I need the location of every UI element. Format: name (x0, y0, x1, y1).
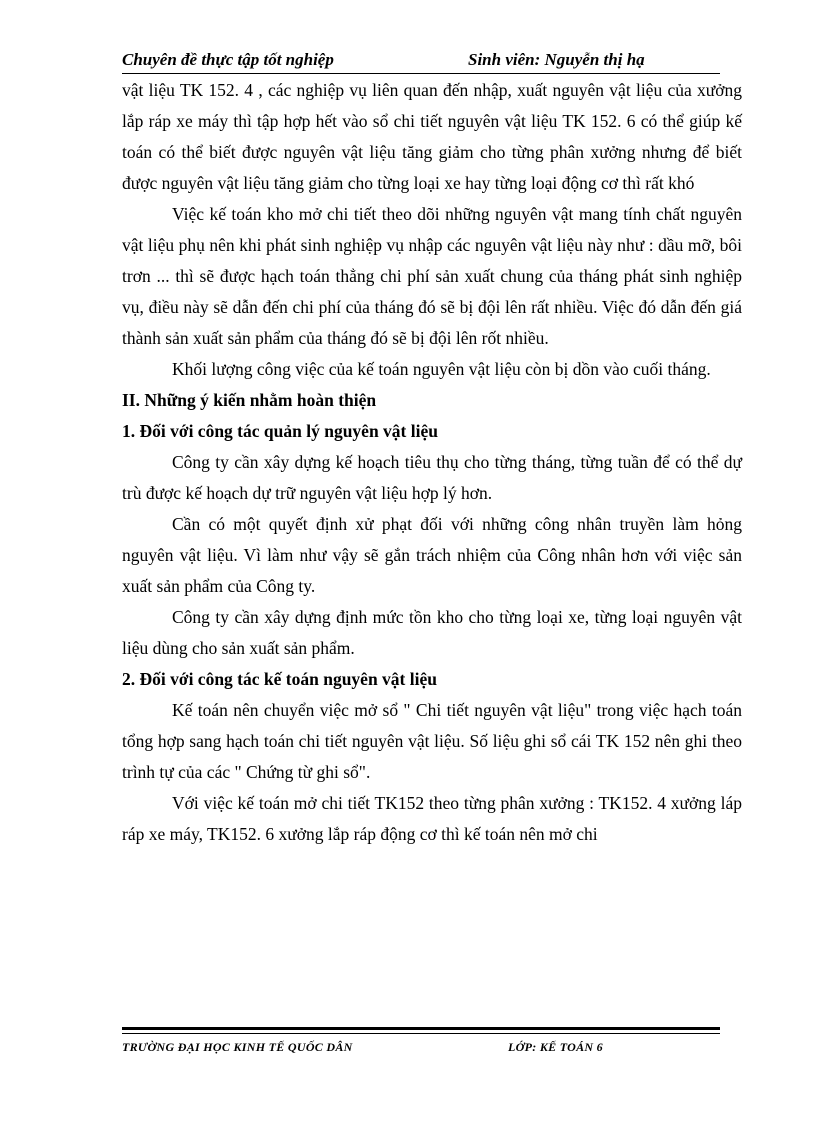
paragraph-4: Công ty cần xây dựng kế hoạch tiêu thụ cho từng tháng, từng tuần để có thể dự trù được kế hoạch dự trữ nguyên vật liệu hợp lý hơn. (122, 452, 742, 503)
subsection-heading-1: 1. Đối với công tác quản lý nguyên vật liệu (122, 421, 438, 441)
subsection-heading-2: 2. Đối với công tác kế toán nguyên vật liệu (122, 669, 437, 689)
header-author: Sinh viên: Nguyễn thị hạ (468, 50, 645, 69)
footer-divider-thick (122, 1027, 720, 1030)
paragraph-7: Kế toán nên chuyển việc mở sổ " Chi tiết nguyên vật liệu" trong việc hạch toán tổng hợp sang hạch toán chi tiết nguyên vật liệu. Số liệu ghi sổ cái TK 152 nên ghi theo trình tự của các " Chứng từ ghi sổ". (122, 700, 742, 782)
header-title: Chuyên đề thực tập tốt nghiệp (122, 50, 334, 69)
paragraph-3: Khối lượng công việc của kế toán nguyên vật liệu còn bị dồn vào cuối tháng. (172, 359, 711, 379)
footer-class: LỚP: KẾ TOÁN 6 (508, 1040, 603, 1054)
section-heading-2: II. Những ý kiến nhằm hoàn thiện (122, 390, 377, 410)
document-body (122, 75, 742, 850)
paragraph-8: Với việc kế toán mở chi tiết TK152 theo từng phân xưởng : TK152. 4 xưởng láp ráp xe máy, TK152. 6 xưởng lắp ráp động cơ thì kế toán nên mở chi (122, 793, 742, 844)
paragraph-2: Việc kế toán kho mở chi tiết theo dõi những nguyên vật mang tính chất nguyên vật liệu phụ nên khi phát sinh nghiệp vụ nhập các nguyên vật liệu này như : dầu mỡ, bôi trơn ... thì sẽ được hạch toán thẳng chi phí sản xuất chung của tháng phát sinh nghiệp vụ, điều này sẽ dẫn đến chi phí của tháng đó sẽ bị đội lên rất nhiều. Việc đó dẫn đến giá thành sản xuất sản phẩm của tháng đó sẽ bị đội lên rốt nhiều. (122, 204, 742, 348)
footer-divider-thin (122, 1033, 720, 1034)
footer-university: TRƯỜNG ĐẠI HỌC KINH TẾ QUỐC DÂN (122, 1040, 353, 1054)
paragraph-5: Cần có một quyết định xử phạt đối với những công nhân truyền làm hỏng nguyên vật liệu. Vì làm như vậy sẽ gắn trách nhiệm của Công nhân hơn với việc sản xuất sản phẩm của Công ty. (122, 514, 742, 596)
page-header (122, 50, 720, 72)
paragraph-1: vật liệu TK 152. 4 , các nghiệp vụ liên quan đến nhập, xuất nguyên vật liệu của xưởng lắp ráp xe máy thì tập hợp hết vào sổ chi tiết nguyên vật liệu TK 152. 6 có thể giúp kế toán có thể biết được nguyên vật liệu tăng giảm cho từng phân xưởng nhưng để biết được nguyên vật liệu tăng giảm cho từng loại xe hay từng loại động cơ thì rất khó (122, 80, 742, 193)
header-divider (122, 73, 720, 74)
paragraph-6: Công ty cần xây dựng định mức tồn kho cho từng loại xe, từng loại nguyên vật liệu dùng cho sản xuất sản phẩm. (122, 607, 742, 658)
